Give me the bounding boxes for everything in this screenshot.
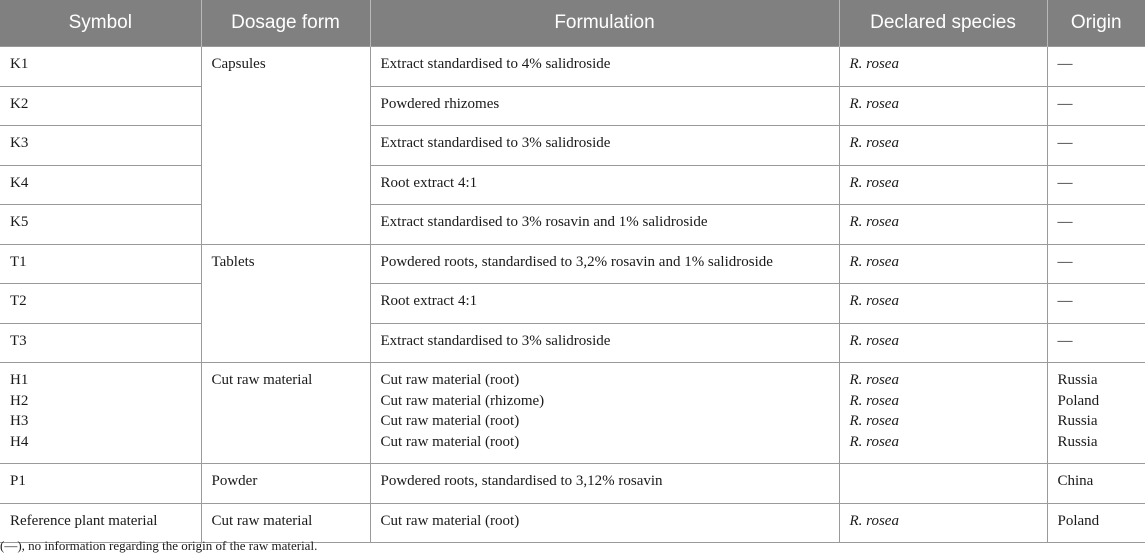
formulation-cell — [370, 363, 839, 464]
symbol-cell: T2 — [0, 284, 201, 324]
symbol-cell — [0, 363, 201, 464]
table-row — [0, 126, 1145, 166]
table-row — [0, 47, 1145, 87]
table-row — [0, 464, 1145, 504]
table-row — [0, 165, 1145, 205]
header-row — [0, 0, 1145, 47]
species-cell: R. rosea — [839, 165, 1047, 205]
table-row-group-h — [0, 363, 1145, 464]
formulation-line: Cut raw material (root) — [380, 372, 520, 388]
header-symbol: Symbol — [0, 0, 201, 47]
origin-line: Russia — [1057, 413, 1098, 429]
species-line: R. rosea — [849, 372, 899, 388]
formulation-cell: Powdered rhizomes — [370, 86, 839, 126]
symbol-cell: K4 — [0, 165, 201, 205]
formulation-cell: Extract standardised to 3% salidroside — [370, 126, 839, 166]
species-line: R. rosea — [849, 413, 899, 429]
species-cell: R. rosea — [839, 126, 1047, 166]
symbol-line: H2 — [10, 392, 29, 409]
symbol-cell: K1 — [0, 47, 201, 87]
table-row — [0, 244, 1145, 284]
table-row — [0, 86, 1145, 126]
header-declared-species: Declared species — [839, 0, 1047, 47]
origin-line: Russia — [1057, 433, 1098, 450]
formulation-line: Cut raw material (rhizome) — [380, 392, 545, 409]
symbol-cell: T3 — [0, 323, 201, 363]
species-cell: R. rosea — [839, 503, 1047, 543]
origin-cell: — — [1047, 244, 1145, 284]
origin-cell: — — [1047, 284, 1145, 324]
formulation-cell: Extract standardised to 3% salidroside — [370, 323, 839, 363]
origin-cell: — — [1047, 126, 1145, 166]
formulation-line: Cut raw material (root) — [380, 413, 520, 429]
formulation-cell: Root extract 4:1 — [370, 165, 839, 205]
dosage-form-cell: Tablets — [201, 244, 370, 363]
origin-cell: — — [1047, 165, 1145, 205]
symbol-cell: Reference plant material — [0, 503, 201, 543]
origin-cell — [1047, 363, 1145, 464]
species-cell: R. rosea — [839, 284, 1047, 324]
species-cell: R. rosea — [839, 323, 1047, 363]
species-cell — [839, 464, 1047, 504]
origin-line: Poland — [1057, 392, 1100, 409]
symbol-cell: K3 — [0, 126, 201, 166]
species-cell: R. rosea — [839, 47, 1047, 87]
species-line: R. rosea — [849, 392, 899, 409]
header-origin: Origin — [1047, 0, 1145, 47]
species-cell: R. rosea — [839, 244, 1047, 284]
species-line: R. rosea — [849, 433, 899, 450]
formulation-cell: Powdered roots, standardised to 3,2% rosavin and 1% salidroside — [370, 244, 839, 284]
dosage-form-cell: Capsules — [201, 47, 370, 245]
dosage-form-cell: Cut raw material — [201, 363, 370, 464]
header-dosage-form: Dosage form — [201, 0, 370, 47]
origin-cell: China — [1047, 464, 1145, 504]
table-row — [0, 323, 1145, 363]
formulation-cell: Cut raw material (root) — [370, 503, 839, 543]
origin-cell: — — [1047, 47, 1145, 87]
symbol-cell: T1 — [0, 244, 201, 284]
symbol-cell: K5 — [0, 205, 201, 245]
formulation-line: Cut raw material (root) — [380, 433, 520, 450]
origin-cell: — — [1047, 86, 1145, 126]
table-row — [0, 503, 1145, 543]
symbol-line: H4 — [10, 433, 29, 450]
table-row — [0, 284, 1145, 324]
formulation-cell: Extract standardised to 4% salidroside — [370, 47, 839, 87]
dosage-form-cell: Cut raw material — [201, 503, 370, 543]
symbol-line: H3 — [10, 413, 29, 429]
symbol-line: H1 — [10, 372, 29, 388]
origin-cell: Poland — [1047, 503, 1145, 543]
species-cell: R. rosea — [839, 205, 1047, 245]
formulation-cell: Extract standardised to 3% rosavin and 1% salidroside — [370, 205, 839, 245]
species-cell: R. rosea — [839, 86, 1047, 126]
header-formulation: Formulation — [370, 0, 839, 47]
origin-cell: — — [1047, 323, 1145, 363]
species-cell — [839, 363, 1047, 464]
origin-cell: — — [1047, 205, 1145, 245]
table-footnote: (—), no information regarding the origin of the raw material. — [0, 538, 318, 553]
dosage-form-cell: Powder — [201, 464, 370, 504]
formulation-cell: Powdered roots, standardised to 3,12% rosavin — [370, 464, 839, 504]
symbol-cell: P1 — [0, 464, 201, 504]
symbol-cell: K2 — [0, 86, 201, 126]
origin-line: Russia — [1057, 372, 1098, 388]
formulation-cell: Root extract 4:1 — [370, 284, 839, 324]
table-row — [0, 205, 1145, 245]
